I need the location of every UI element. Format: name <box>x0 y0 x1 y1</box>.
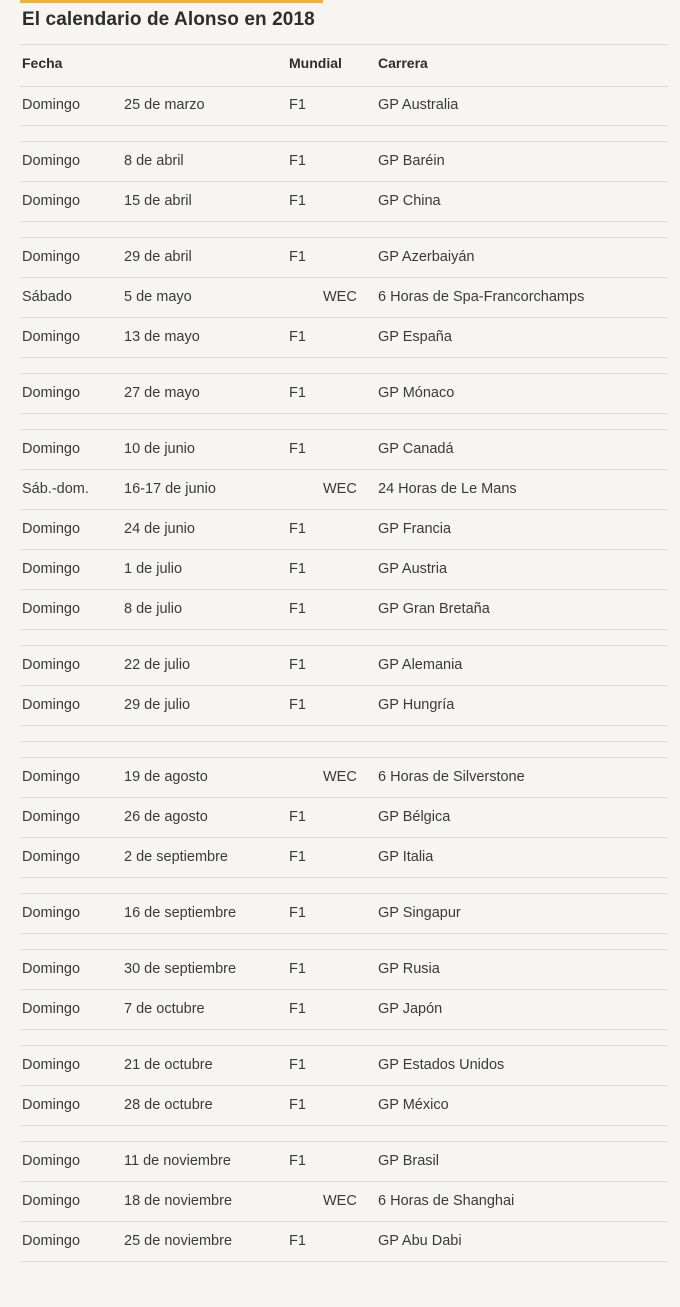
table-row <box>20 470 668 510</box>
cell-dia: Domingo <box>22 1153 81 1169</box>
cell-carrera: GP Gran Bretaña <box>378 601 490 617</box>
cell-dia: Domingo <box>22 561 81 577</box>
cell-dia: Domingo <box>22 905 81 921</box>
cell-fecha: 13 de mayo <box>124 329 200 345</box>
cell-mundial: F1 <box>289 657 306 673</box>
table-row <box>20 798 668 838</box>
cell-mundial: F1 <box>289 193 306 209</box>
cell-dia: Domingo <box>22 1057 81 1073</box>
cell-carrera: 6 Horas de Spa-Francorchamps <box>378 289 585 305</box>
cell-fecha: 24 de junio <box>124 521 195 537</box>
separator-row <box>20 358 668 374</box>
cell-dia: Domingo <box>22 249 81 265</box>
cell-dia: Domingo <box>22 329 81 345</box>
cell-dia: Domingo <box>22 441 81 457</box>
table-row <box>20 646 668 686</box>
cell-fecha: 7 de octubre <box>124 1001 205 1017</box>
header-fecha: Fecha <box>22 55 63 71</box>
cell-dia: Domingo <box>22 1097 81 1113</box>
separator-row <box>20 742 668 758</box>
cell-mundial: F1 <box>289 97 306 113</box>
cell-fecha: 16-17 de junio <box>124 481 216 497</box>
separator-row <box>20 630 668 646</box>
cell-dia: Domingo <box>22 657 81 673</box>
table-row <box>20 758 668 798</box>
cell-fecha: 21 de octubre <box>124 1057 213 1073</box>
cell-dia: Domingo <box>22 385 81 401</box>
cell-carrera: GP Hungría <box>378 697 455 713</box>
cell-carrera: GP Austria <box>378 561 448 577</box>
cell-mundial: F1 <box>289 521 306 537</box>
cell-mundial: F1 <box>289 1233 306 1249</box>
separator-row <box>20 878 668 894</box>
cell-dia: Domingo <box>22 809 81 825</box>
cell-fecha: 28 de octubre <box>124 1097 213 1113</box>
cell-carrera: GP Brasil <box>378 1153 439 1169</box>
cell-carrera: GP Baréin <box>378 153 445 169</box>
cell-carrera: GP Rusia <box>378 961 440 977</box>
cell-fecha: 29 de julio <box>124 697 191 713</box>
header-carrera: Carrera <box>378 55 428 71</box>
cell-fecha: 11 de noviembre <box>124 1153 231 1169</box>
cell-mundial: F1 <box>289 441 306 457</box>
table-row <box>20 238 668 278</box>
table-row <box>20 990 668 1030</box>
table-row <box>20 430 668 470</box>
table-row <box>20 550 668 590</box>
cell-carrera: GP Singapur <box>378 905 461 921</box>
cell-fecha: 26 de agosto <box>124 809 208 825</box>
table-row <box>20 686 668 726</box>
accent-bar <box>20 0 323 3</box>
cell-fecha: 8 de abril <box>124 153 184 169</box>
cell-fecha: 8 de julio <box>124 601 183 617</box>
cell-mundial: F1 <box>289 249 306 265</box>
cell-carrera: GP Mónaco <box>378 385 455 401</box>
table-row <box>20 278 668 318</box>
cell-mundial: WEC <box>323 289 357 305</box>
cell-mundial: F1 <box>289 153 306 169</box>
cell-fecha: 5 de mayo <box>124 289 192 305</box>
cell-carrera: 6 Horas de Shanghai <box>378 1193 515 1209</box>
cell-fecha: 18 de noviembre <box>124 1193 233 1209</box>
separator-row <box>20 1126 668 1142</box>
cell-carrera: GP Azerbaiyán <box>378 249 475 265</box>
cell-mundial: WEC <box>323 1193 357 1209</box>
cell-carrera: GP México <box>378 1097 449 1113</box>
cell-fecha: 25 de marzo <box>124 97 205 113</box>
cell-mundial: F1 <box>289 1097 306 1113</box>
cell-fecha: 22 de julio <box>124 657 191 673</box>
cell-dia: Domingo <box>22 601 81 617</box>
cell-carrera: GP Alemania <box>378 657 463 673</box>
cell-dia: Domingo <box>22 97 81 113</box>
cell-carrera: GP Francia <box>378 521 452 537</box>
table-header <box>20 44 668 87</box>
cell-carrera: 6 Horas de Silverstone <box>378 769 525 785</box>
cell-dia: Domingo <box>22 153 81 169</box>
cell-dia: Sáb.-dom. <box>22 481 89 497</box>
cell-fecha: 25 de noviembre <box>124 1233 233 1249</box>
separator-row <box>20 934 668 950</box>
cell-carrera: GP Italia <box>378 849 434 865</box>
cell-dia: Domingo <box>22 1233 81 1249</box>
separator-row <box>20 222 668 238</box>
cell-dia: Domingo <box>22 1001 81 1017</box>
table-row <box>20 142 668 182</box>
table-row <box>20 1222 668 1262</box>
cell-carrera: GP Australia <box>378 97 459 113</box>
cell-fecha: 16 de septiembre <box>124 905 237 921</box>
cell-dia: Domingo <box>22 849 81 865</box>
cell-mundial: WEC <box>323 769 357 785</box>
separator-row <box>20 126 668 142</box>
cell-fecha: 30 de septiembre <box>124 961 237 977</box>
cell-dia: Domingo <box>22 769 81 785</box>
cell-fecha: 29 de abril <box>124 249 192 265</box>
cell-fecha: 19 de agosto <box>124 769 208 785</box>
cell-mundial: F1 <box>289 961 306 977</box>
cell-fecha: 2 de septiembre <box>124 849 228 865</box>
cell-dia: Domingo <box>22 521 81 537</box>
cell-dia: Domingo <box>22 193 81 209</box>
cell-mundial: F1 <box>289 905 306 921</box>
table-row <box>20 182 668 222</box>
cell-mundial: WEC <box>323 481 357 497</box>
table-row <box>20 1046 668 1086</box>
cell-mundial: F1 <box>289 1001 306 1017</box>
table-row <box>20 1182 668 1222</box>
cell-carrera: 24 Horas de Le Mans <box>378 481 517 497</box>
cell-mundial: F1 <box>289 601 306 617</box>
cell-carrera: GP España <box>378 329 452 345</box>
cell-mundial: F1 <box>289 561 306 577</box>
cell-carrera: GP Bélgica <box>378 809 451 825</box>
cell-mundial: F1 <box>289 849 306 865</box>
table-row <box>20 510 668 550</box>
table-row <box>20 318 668 358</box>
cell-dia: Domingo <box>22 1193 81 1209</box>
separator-row <box>20 414 668 430</box>
cell-carrera: GP China <box>378 193 441 209</box>
cell-dia: Domingo <box>22 961 81 977</box>
cell-mundial: F1 <box>289 385 306 401</box>
cell-carrera: GP Japón <box>378 1001 443 1017</box>
table-row <box>20 86 668 126</box>
cell-dia: Sábado <box>22 289 72 305</box>
table-row <box>20 590 668 630</box>
header-mundial: Mundial <box>289 55 342 71</box>
cell-mundial: F1 <box>289 809 306 825</box>
cell-carrera: GP Abu Dabi <box>378 1233 462 1249</box>
cell-fecha: 1 de julio <box>124 561 183 577</box>
separator-row <box>20 1030 668 1046</box>
cell-mundial: F1 <box>289 329 306 345</box>
table-row <box>20 374 668 414</box>
cell-mundial: F1 <box>289 697 306 713</box>
cell-fecha: 27 de mayo <box>124 385 200 401</box>
table-title: El calendario de Alonso en 2018 <box>22 9 315 30</box>
table-row <box>20 1086 668 1126</box>
separator-row <box>20 726 668 742</box>
cell-carrera: GP Canadá <box>378 441 454 457</box>
cell-mundial: F1 <box>289 1153 306 1169</box>
table-row <box>20 838 668 878</box>
table-body <box>20 86 668 1262</box>
cell-mundial: F1 <box>289 1057 306 1073</box>
table-row <box>20 894 668 934</box>
cell-dia: Domingo <box>22 697 81 713</box>
cell-fecha: 10 de junio <box>124 441 195 457</box>
table-row <box>20 1142 668 1182</box>
cell-fecha: 15 de abril <box>124 193 192 209</box>
table-row <box>20 950 668 990</box>
cell-carrera: GP Estados Unidos <box>378 1057 505 1073</box>
